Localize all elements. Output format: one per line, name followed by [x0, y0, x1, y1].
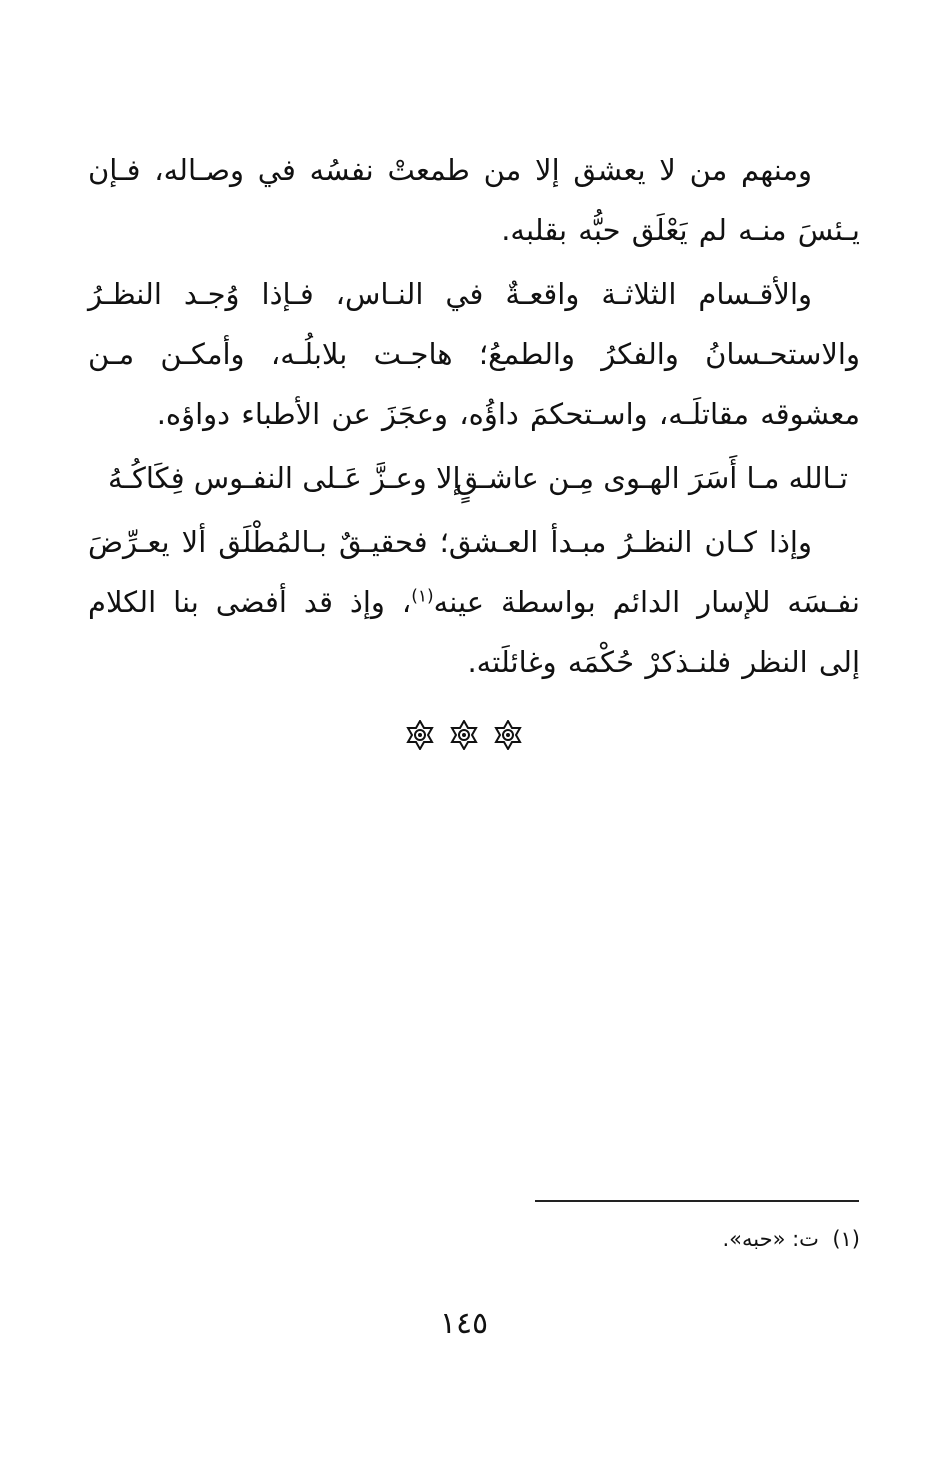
paragraph-3-text-after-note: ، وإذ قد أفضى بنا الكلام إلى النظر فلنـذكرْ حُكْمَه وغائلَته.	[88, 585, 860, 679]
verse-second-hemistich: إلا وعـزَّ عَـلى النفـوس فِكَاكُـهُ	[108, 461, 461, 495]
verse-first-hemistich: تـالله مـا أَسَرَ الهـوى مِـن عاشـقٍ	[455, 461, 848, 495]
poetry-verse	[88, 448, 860, 508]
footnote-reference[interactable]: (١)	[411, 586, 434, 607]
footnote	[722, 1222, 860, 1256]
body-text	[88, 140, 860, 696]
paragraph-1: ومنهم من لا يعشق إلا من طمعتْ نفسُه في وصـاله، فـإن يـئسَ منـه لم يَعْلَق حبُّه بقلبه.	[88, 153, 860, 247]
paragraph-3-text-before-note: وإذا كـان النظـرُ مبـدأ العـشق؛ فحقيـقٌ بـالمُطْلَق ألا يعـرِّضَ نفـسَه للإسار الدائم بواسطة عينه	[88, 525, 861, 619]
footnote-separator	[535, 1200, 859, 1202]
paragraph-2: والأقـسام الثلاثـة واقعـةٌ في النـاس، فـإذا وُجـد النظـرُ والاستحـسانُ والفكرُ والطمعُ؛ هاجـت بلابلُـه، وأمكـن مـن معشوقه مقاتلَـه، واسـتحكمَ داؤُه، وعجَزَ عن الأطباء دواؤه.	[88, 277, 860, 431]
flower-star-icon	[493, 720, 523, 750]
section-divider-ornaments	[0, 720, 928, 750]
footnote-marker: (١)	[832, 1227, 860, 1251]
flower-star-icon	[405, 720, 435, 750]
paragraph-3	[88, 512, 860, 692]
footnote-text: ت: «حبه».	[722, 1227, 819, 1251]
page-number: ١٤٥	[439, 1306, 489, 1341]
flower-star-icon	[449, 720, 479, 750]
